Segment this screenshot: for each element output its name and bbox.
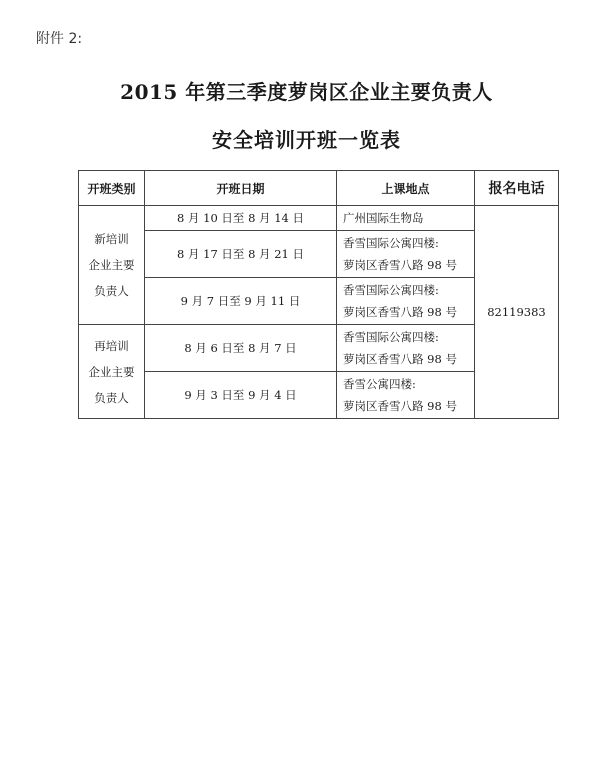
page-title: 2015 年第三季度萝岗区企业主要负责人 bbox=[120, 80, 493, 104]
header-category: 开班类别 bbox=[79, 171, 145, 206]
location-cell bbox=[337, 372, 475, 419]
page-subtitle: 安全培训开班一览表 bbox=[212, 128, 401, 152]
category-line: 企业主要 bbox=[88, 258, 135, 272]
location-line: 香雪国际公寓四楼: bbox=[343, 330, 439, 344]
location-cell bbox=[337, 231, 475, 278]
header-location: 上课地点 bbox=[337, 171, 475, 206]
location-cell bbox=[337, 278, 475, 325]
attachment-label: 附件 2: bbox=[36, 31, 83, 47]
header-dates: 开班日期 bbox=[145, 171, 337, 206]
location-line: 香雪公寓四楼: bbox=[343, 377, 416, 391]
location-line: 萝岗区香雪八路 98 号 bbox=[343, 305, 457, 319]
header-phone: 报名电话 bbox=[475, 171, 559, 206]
category-cell-new bbox=[79, 206, 145, 325]
location-cell bbox=[337, 325, 475, 372]
category-line: 新培训 bbox=[94, 232, 129, 246]
date-cell: 9 月 3 日至 9 月 4 日 bbox=[145, 372, 337, 419]
phone-cell: 82119383 bbox=[475, 206, 559, 419]
category-line: 负责人 bbox=[94, 284, 129, 298]
date-cell: 8 月 10 日至 8 月 14 日 bbox=[145, 206, 337, 231]
location-line: 萝岗区香雪八路 98 号 bbox=[343, 399, 457, 413]
category-line: 再培训 bbox=[94, 338, 129, 353]
category-line: 企业主要 bbox=[88, 364, 135, 379]
table-header-row bbox=[79, 171, 559, 206]
location-line: 萝岗区香雪八路 98 号 bbox=[343, 352, 457, 366]
date-cell: 8 月 6 日至 8 月 7 日 bbox=[145, 325, 337, 372]
schedule-table bbox=[78, 170, 559, 419]
date-cell: 9 月 7 日至 9 月 11 日 bbox=[145, 278, 337, 325]
category-line: 负责人 bbox=[94, 390, 129, 405]
location-line: 萝岗区香雪八路 98 号 bbox=[343, 258, 457, 272]
date-cell: 8 月 17 日至 8 月 21 日 bbox=[145, 231, 337, 278]
location-line: 广州国际生物岛 bbox=[343, 211, 424, 225]
category-cell-refresher bbox=[79, 325, 145, 419]
location-cell bbox=[337, 206, 475, 231]
location-line: 香雪国际公寓四楼: bbox=[343, 283, 439, 297]
location-line: 香雪国际公寓四楼: bbox=[343, 236, 439, 250]
table-row bbox=[79, 206, 559, 231]
